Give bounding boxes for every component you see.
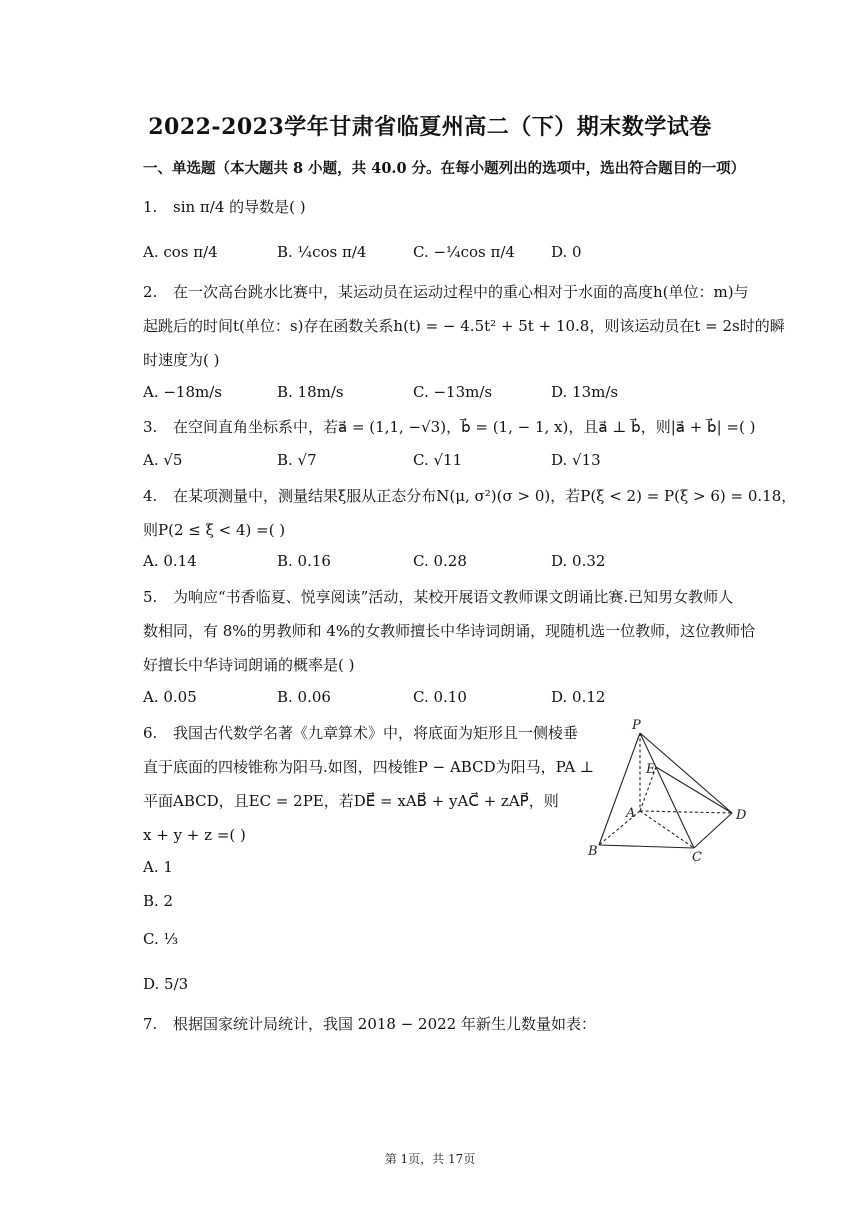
option-d[interactable]: D. 0.32 (551, 552, 606, 570)
question-1-options (143, 243, 703, 265)
edge-cd (694, 813, 732, 848)
page-footer: 第 1页，共 17页 (384, 1152, 476, 1166)
option-a[interactable]: A. √5 (143, 451, 183, 469)
label-b: B (588, 844, 598, 859)
question-5-line-3: 好擅长中华诗词朗诵的概率是( ) (143, 656, 355, 674)
option-b[interactable]: B. √7 (277, 451, 317, 469)
question-6 (143, 723, 578, 743)
label-c: C (692, 850, 702, 865)
question-number: 7. (143, 1015, 158, 1033)
question-4-options (143, 552, 703, 574)
question-7 (143, 1014, 596, 1034)
question-3-options (143, 451, 703, 473)
option-d[interactable]: D. 0 (551, 243, 582, 261)
label-e: E (646, 762, 656, 777)
option-c[interactable]: C. 0.10 (413, 688, 467, 706)
question-number: 1. (143, 198, 158, 216)
edge-ed (656, 767, 732, 813)
question-4-line-2: 则P(2 ≤ ξ < 4) =( ) (143, 521, 286, 539)
edge-bc (599, 845, 694, 848)
label-a: A (626, 806, 636, 821)
option-d[interactable]: D. 13m/s (551, 383, 619, 401)
option-b[interactable]: B. ¼cos π/4 (277, 243, 367, 261)
question-2-line-2: 起跳后的时间t(单位：s)存在函数关系h(t) = − 4.5t² + 5t + 10.8，则该运动员在t = 2s时的瞬 (143, 317, 785, 335)
question-number: 5. (143, 588, 158, 606)
option-b[interactable]: B. 0.16 (277, 552, 331, 570)
option-c[interactable]: C. ⅓ (143, 930, 179, 948)
option-d[interactable]: D. 0.12 (551, 688, 606, 706)
option-c[interactable]: C. −¼cos π/4 (413, 243, 515, 261)
question-number: 3. (143, 418, 158, 436)
question-text: 在空间直角坐标系中，若a⃗ = (1,1, −√3)，b⃗ = (1, − 1, x)，且a⃗ ⊥ b⃗，则|a⃗ + b⃗| =( ) (173, 418, 756, 436)
question-text: 根据国家统计局统计，我国 2018 − 2022 年新生儿数量如表： (173, 1015, 596, 1033)
question-2 (143, 282, 749, 302)
option-c[interactable]: C. √11 (413, 451, 463, 469)
question-2-line-3: 时速度为( ) (143, 351, 220, 369)
question-text: 为响应“书香临夏、悦享阅读”活动，某校开展语文教师课文朗诵比赛.已知男女教师人 (173, 588, 734, 606)
option-c[interactable]: C. −13m/s (413, 383, 493, 401)
question-number: 4. (143, 487, 158, 505)
edge-pb (599, 733, 640, 845)
question-text: 在某项测量中，测量结果ξ服从正态分布N(μ, σ²)(σ > 0)，若P(ξ < 2) = P(ξ > 6) = 0.18， (173, 487, 797, 505)
question-5-options (143, 688, 703, 710)
question-2-options (143, 383, 703, 405)
option-b[interactable]: B. 18m/s (277, 383, 344, 401)
question-1 (143, 197, 306, 217)
edge-pc (640, 733, 694, 848)
question-number: 2. (143, 283, 158, 301)
option-a[interactable]: A. 1 (143, 858, 173, 876)
question-6-line-3: 平面ABCD，且EC = 2PE，若DE⃗ = xAB⃗ + yAC⃗ + zAP⃗，则 (143, 792, 559, 810)
question-4 (143, 486, 796, 506)
pyramid-figure (584, 715, 754, 865)
option-c[interactable]: C. 0.28 (413, 552, 467, 570)
option-d[interactable]: D. √13 (551, 451, 601, 469)
question-number: 6. (143, 724, 158, 742)
question-text: 我国古代数学名著《九章算术》中，将底面为矩形且一侧棱垂 (173, 724, 579, 742)
option-a[interactable]: A. cos π/4 (143, 243, 218, 261)
edge-ad (640, 811, 732, 813)
section-heading: 一、单选题（本大题共 8 小题，共 40.0 分。在每小题列出的选项中，选出符合题目的一项） (143, 160, 746, 177)
question-3 (143, 417, 755, 437)
option-a[interactable]: A. 0.14 (143, 552, 197, 570)
question-5 (143, 587, 733, 607)
option-a[interactable]: A. 0.05 (143, 688, 197, 706)
question-6-line-2: 直于底面的四棱锥称为阳马.如图，四棱锥P − ABCD为阳马，PA ⊥ (143, 758, 595, 776)
option-b[interactable]: B. 0.06 (277, 688, 331, 706)
label-d: D (736, 808, 747, 823)
question-6-line-4: x + y + z =( ) (143, 826, 246, 844)
question-text: 在一次高台跳水比赛中，某运动员在运动过程中的重心相对于水面的高度h(单位：m)与 (173, 283, 749, 301)
label-p: P (632, 718, 641, 733)
question-5-line-2: 数相同，有 8%的男教师和 4%的女教师擅长中华诗词朗诵，现随机选一位教师，这位教师恰 (143, 622, 756, 640)
option-b[interactable]: B. 2 (143, 892, 174, 910)
question-text: sin π/4 的导数是( ) (173, 198, 306, 216)
page-title: 2022-2023学年甘肃省临夏州高二（下）期末数学试卷 (148, 114, 712, 140)
option-d[interactable]: D. 5/3 (143, 975, 189, 993)
option-a[interactable]: A. −18m/s (143, 383, 222, 401)
